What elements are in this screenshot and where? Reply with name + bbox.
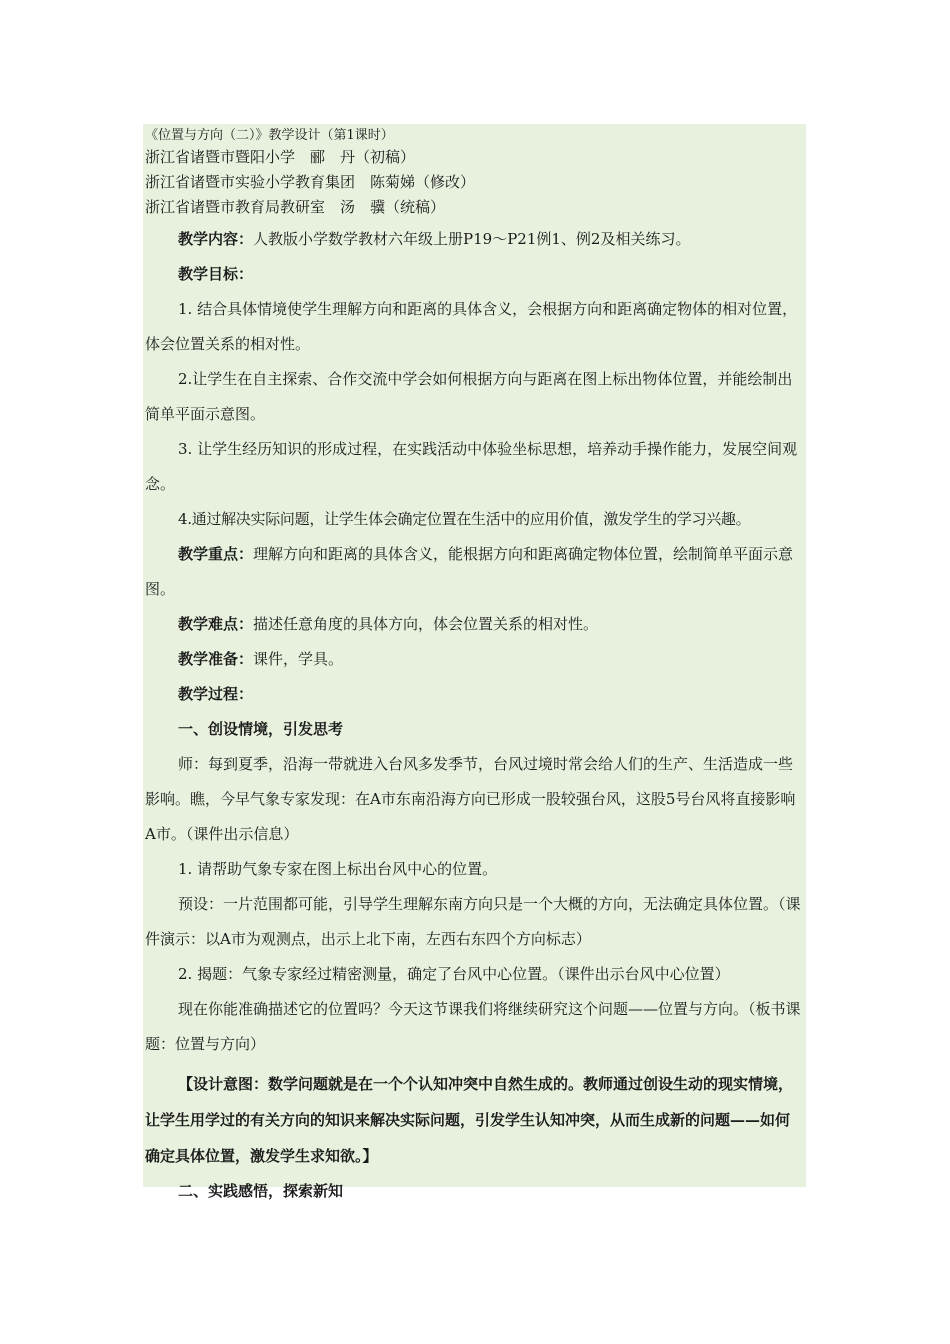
teaching-process-label: 教学过程： — [178, 685, 254, 703]
author-line-1: 浙江省诸暨市暨阳小学 郦 丹（初稿） — [145, 148, 416, 166]
section-1-paragraph-5: 现在你能准确描述它的位置吗？今天这节课我们将继续研究这个问题——位置与方向。（板书课题：位置与方向） — [145, 1000, 801, 1053]
document-title: 《位置与方向（二）》教学设计（第1课时） — [145, 128, 394, 143]
goal-item-3: 3. 让学生经历知识的形成过程，在实践活动中体验坐标思想，培养动手操作能力，发展空间观念。 — [145, 440, 798, 493]
teaching-difficulty — [145, 607, 804, 642]
teaching-content-text: 人教版小学数学教材六年级上册P19～P21例1、例2及相关练习。 — [253, 230, 691, 248]
teaching-content — [145, 222, 804, 257]
section-1-paragraph-4: 2. 揭题：气象专家经过精密测量，确定了台风中心位置。（课件出示台风中心位置） — [178, 965, 730, 983]
section-1-paragraph-2: 1. 请帮助气象专家在图上标出台风中心的位置。 — [178, 860, 498, 878]
section-1-paragraph-3: 预设：一片范围都可能，引导学生理解东南方向只是一个大概的方向，无法确定具体位置。（课件演示：以A市为观测点，出示上北下南，左西右东四个方向标志） — [145, 895, 801, 948]
section-1-paragraph-1: 师：每到夏季，沿海一带就进入台风多发季节，台风过境时常会给人们的生产、生活造成一些影响。瞧，今早气象专家发现：在A市东南沿海方向已形成一股较强台风，这股5号台风将直接影响A市。（课件出示信息） — [145, 755, 796, 843]
key-points-label: 教学重点： — [178, 545, 254, 563]
difficulty-label: 教学难点： — [178, 615, 254, 633]
teaching-preparation — [145, 642, 804, 677]
goal-item-1: 1. 结合具体情境使学生理解方向和距离的具体含义，会根据方向和距离确定物体的相对位置，体会位置关系的相对性。 — [145, 300, 798, 353]
author-line-3: 浙江省诸暨市教育局教研室 汤 骥（统稿） — [145, 198, 446, 216]
teaching-key-points — [145, 537, 804, 607]
author-line-2: 浙江省诸暨市实验小学教育集团 陈菊娣（修改） — [145, 173, 476, 191]
preparation-text: 课件，学具。 — [253, 650, 344, 668]
preparation-label: 教学准备： — [178, 650, 254, 668]
teaching-goals-label: 教学目标： — [178, 265, 254, 283]
teaching-content-label: 教学内容： — [178, 230, 254, 248]
key-points-text: 理解方向和距离的具体含义，能根据方向和距离确定物体位置，绘制简单平面示意图。 — [145, 545, 794, 598]
section-2-title: 二、实践感悟，探索新知 — [178, 1182, 344, 1200]
goal-item-2: 2.让学生在自主探索、合作交流中学会如何根据方向与距离在图上标出物体位置，并能绘制出简单平面示意图。 — [145, 370, 793, 423]
design-intent: 【设计意图：数学问题就是在一个个认知冲突中自然生成的。教师通过创设生动的现实情境，让学生用学过的有关方向的知识来解决实际问题，引发学生认知冲突，从而生成新的问题——如何确定具体位置，激发学生求知欲。】 — [145, 1075, 794, 1165]
difficulty-text: 描述任意角度的具体方向，体会位置关系的相对性。 — [253, 615, 599, 633]
goal-item-4: 4.通过解决实际问题，让学生体会确定位置在生活中的应用价值，激发学生的学习兴趣。 — [178, 510, 751, 528]
section-1-title: 一、创设情境，引发思考 — [178, 720, 344, 738]
document-body — [143, 124, 806, 1200]
